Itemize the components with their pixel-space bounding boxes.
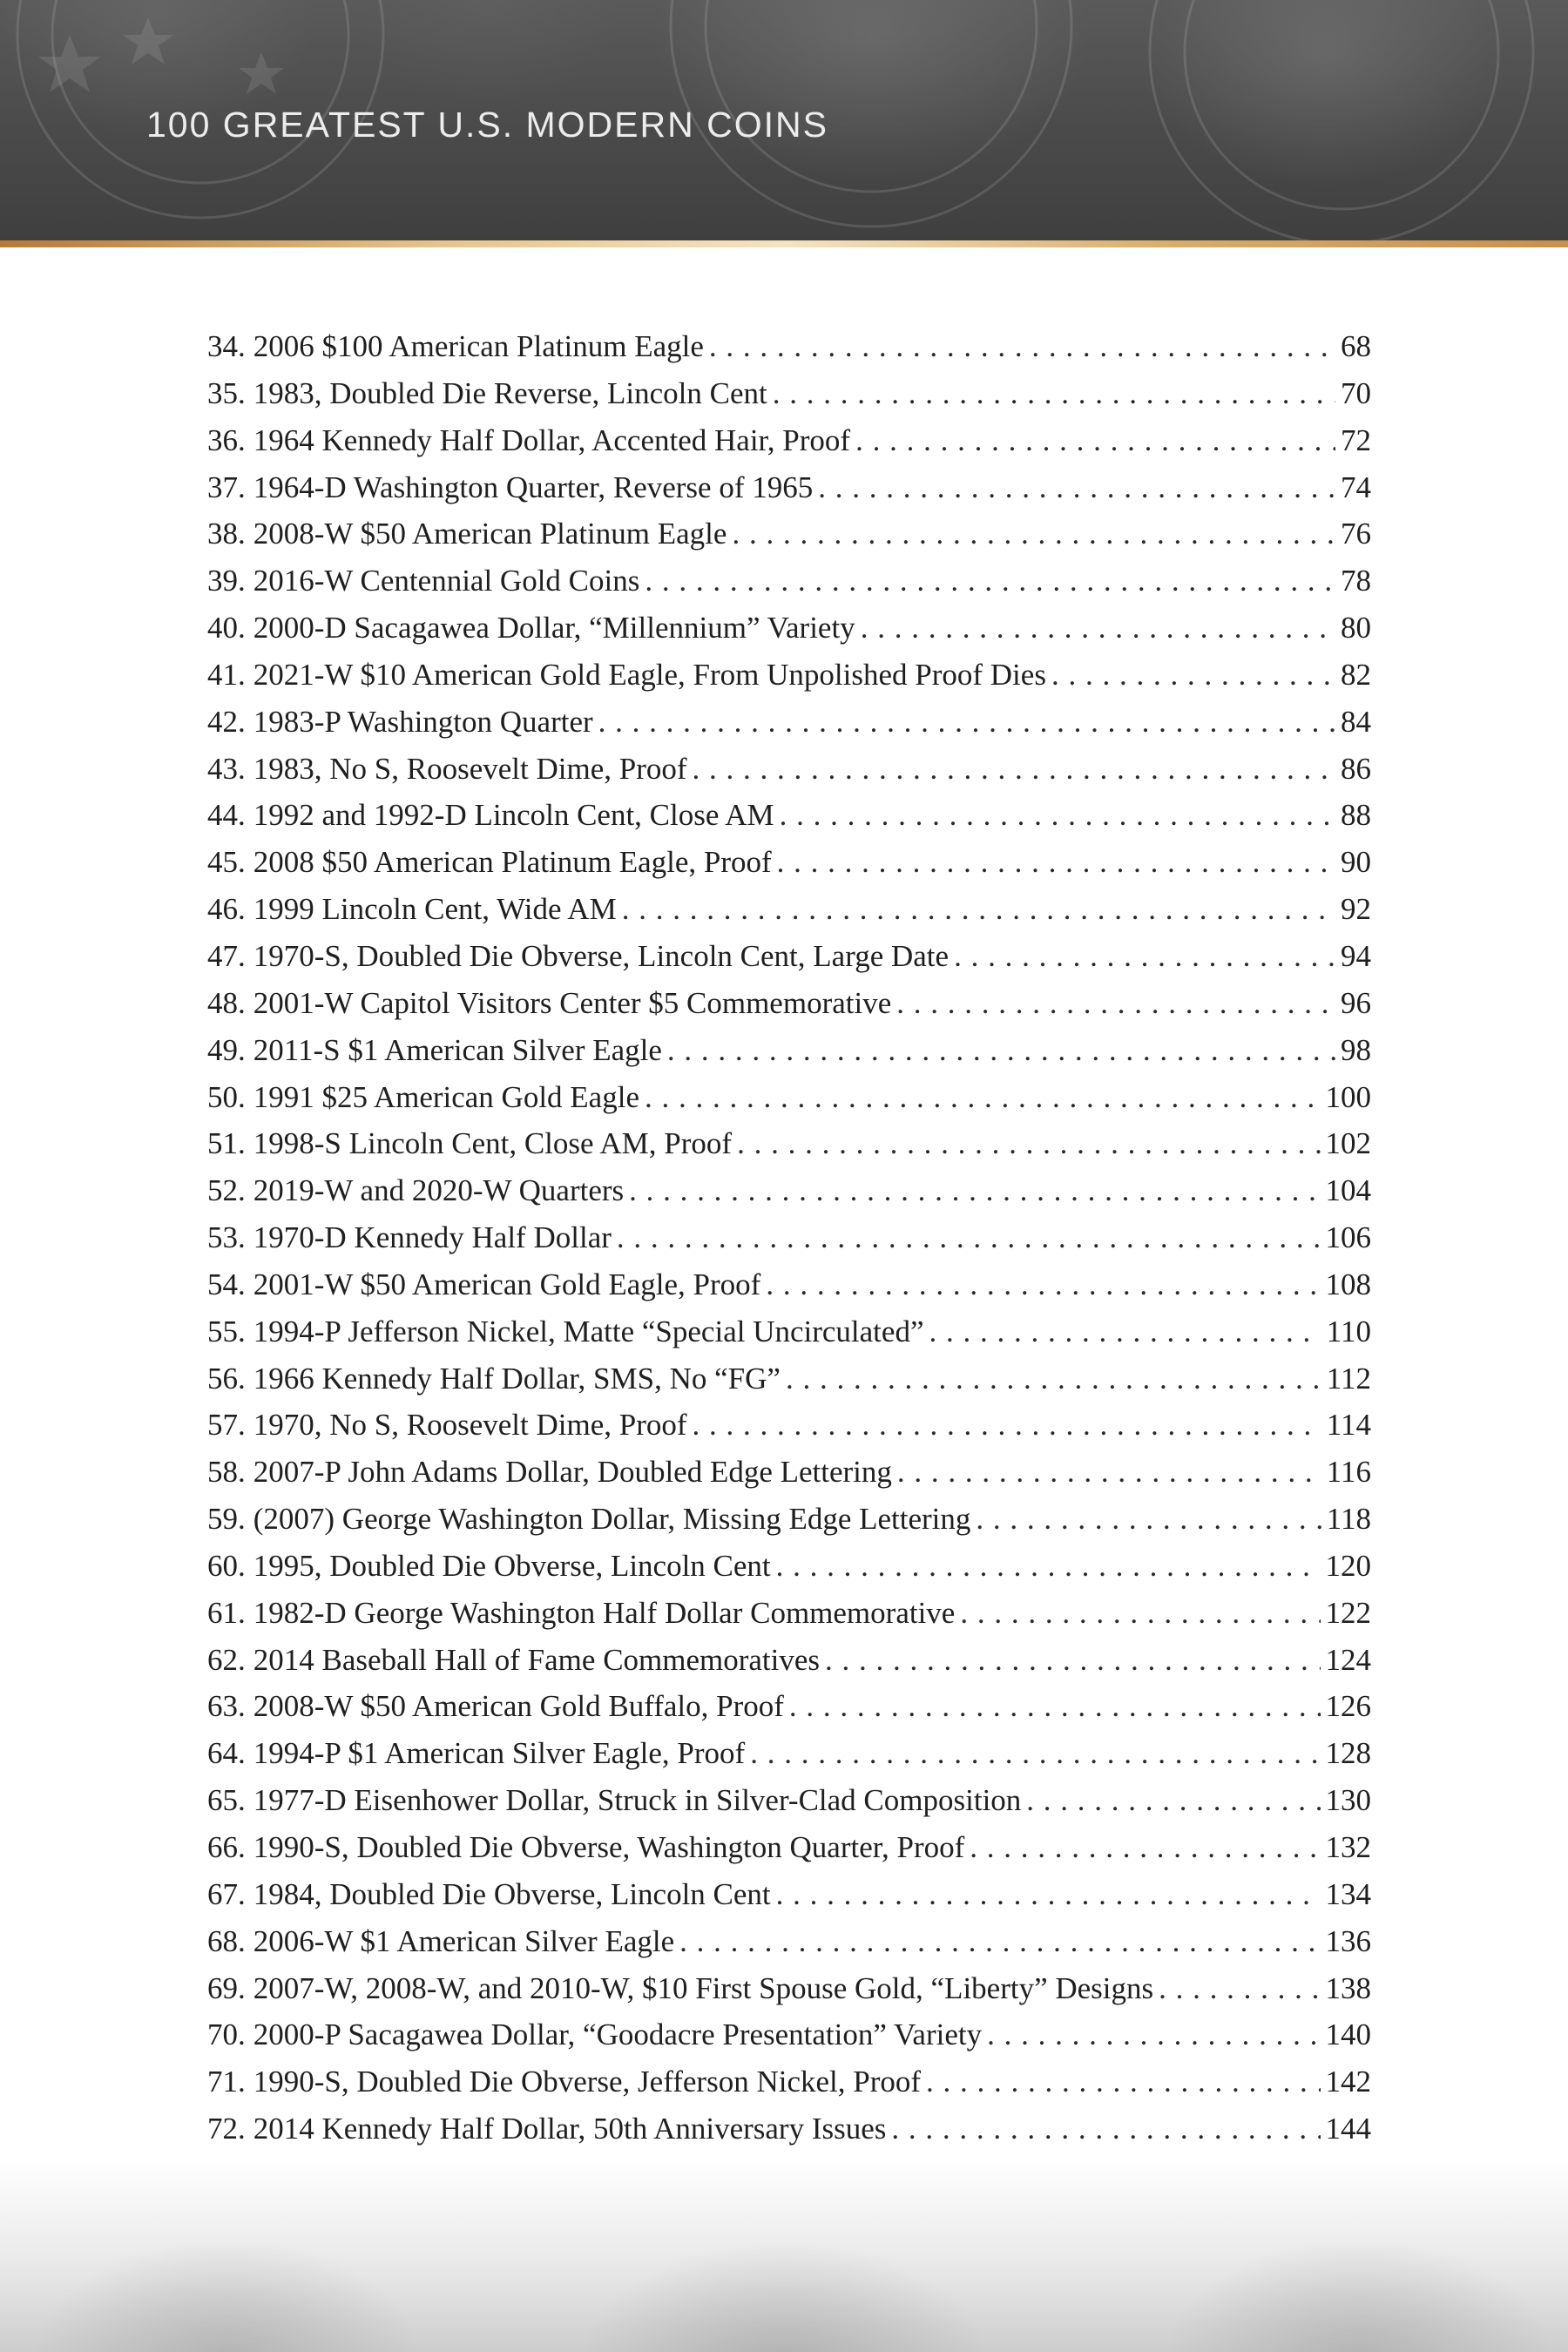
- toc-entry-page-number: 132: [1325, 1830, 1371, 1864]
- header-banner: [0, 0, 1568, 240]
- dot-leader: [987, 2011, 1320, 2058]
- toc-entry: [207, 1167, 1371, 1214]
- toc-entry-page-number: 104: [1325, 1173, 1371, 1208]
- toc-entry-title: 2007-P John Adams Dollar, Doubled Edge Lettering: [253, 1455, 892, 1490]
- toc-entry-page-number: 76: [1341, 517, 1371, 551]
- toc-entry-page-number: 96: [1341, 985, 1371, 1020]
- toc-entry-number: 37.: [207, 470, 246, 504]
- toc-entry: [207, 1730, 1371, 1777]
- dot-leader: [825, 1637, 1320, 1684]
- toc-entry: [207, 1637, 1371, 1684]
- toc-entry: [207, 1683, 1371, 1730]
- toc-entry-number: 52.: [207, 1173, 246, 1208]
- toc-entry-number: 34.: [207, 329, 246, 363]
- dot-leader: [773, 370, 1335, 417]
- toc-entry-number: 63.: [207, 1689, 246, 1724]
- dot-leader: [766, 1261, 1320, 1308]
- toc-entry-number: 49.: [207, 1032, 246, 1067]
- toc-entry-number: 59.: [207, 1502, 246, 1537]
- dot-leader: [617, 1214, 1321, 1261]
- toc-entry: [207, 1449, 1371, 1496]
- toc-entry-page-number: 78: [1341, 564, 1371, 598]
- toc-entry-page-number: 112: [1326, 1361, 1371, 1396]
- toc-entry-title: 1991 $25 American Gold Eagle: [253, 1079, 639, 1114]
- toc-entry-title: 1995, Doubled Die Obverse, Lincoln Cent: [253, 1548, 771, 1583]
- toc-entry-number: 42.: [207, 704, 246, 739]
- dot-leader: [732, 510, 1335, 558]
- dot-leader: [598, 699, 1335, 746]
- toc-entry-page-number: 82: [1341, 657, 1371, 692]
- dot-leader: [929, 1308, 1321, 1355]
- toc-entry-number: 46.: [207, 892, 246, 927]
- toc-entry-number: 40.: [207, 611, 246, 645]
- toc-entry-page-number: 118: [1326, 1502, 1371, 1537]
- toc-entry-number: 43.: [207, 751, 246, 786]
- toc-entry-page-number: 106: [1325, 1220, 1371, 1255]
- toc-entry: [207, 980, 1371, 1027]
- toc-entry-title: 2006-W $1 American Silver Eagle: [253, 1923, 675, 1958]
- toc-entry-page-number: 136: [1325, 1923, 1371, 1958]
- toc-entry-title: 2008-W $50 American Platinum Eagle: [253, 517, 727, 551]
- toc-entry-number: 50.: [207, 1079, 246, 1114]
- toc-entry-title: 1999 Lincoln Cent, Wide AM: [253, 892, 617, 927]
- toc-entry-title: 1990-S, Doubled Die Obverse, Jefferson Nickel, Proof: [253, 2065, 922, 2099]
- toc-entry-page-number: 86: [1341, 751, 1371, 786]
- toc-entry-title: 2014 Kennedy Half Dollar, 50th Anniversary Issues: [253, 2112, 887, 2146]
- dot-leader: [954, 933, 1335, 980]
- toc-entry: [207, 1777, 1371, 1824]
- toc-entry: [207, 1308, 1371, 1355]
- toc-entry-page-number: 114: [1326, 1408, 1371, 1443]
- toc-entry-title: 1990-S, Doubled Die Obverse, Washington Quarter, Proof: [253, 1830, 965, 1864]
- toc-entry-title: 1998-S Lincoln Cent, Close AM, Proof: [253, 1126, 733, 1161]
- dot-leader: [855, 417, 1335, 464]
- toc-entry-number: 57.: [207, 1408, 246, 1443]
- toc-entry-page-number: 98: [1341, 1032, 1371, 1067]
- toc-entry: [207, 605, 1371, 652]
- dot-leader: [976, 1496, 1321, 1543]
- dot-leader: [629, 1167, 1320, 1214]
- dot-leader: [1159, 1965, 1320, 2012]
- toc-entry-page-number: 116: [1326, 1455, 1371, 1490]
- dot-leader: [693, 1402, 1321, 1449]
- toc-entry: [207, 1214, 1371, 1261]
- toc-entry: [207, 1543, 1371, 1590]
- toc-entry-title: 2014 Baseball Hall of Fame Commemoratives: [253, 1642, 821, 1677]
- toc-entry-title: (2007) George Washington Dollar, Missing Edge Lettering: [253, 1502, 971, 1537]
- toc-entry: [207, 1074, 1371, 1121]
- dot-leader: [786, 1355, 1321, 1402]
- dot-leader: [780, 792, 1335, 839]
- toc-entry: [207, 933, 1371, 980]
- toc-entry: [207, 370, 1371, 417]
- dot-leader: [750, 1730, 1320, 1777]
- dot-leader: [926, 2058, 1320, 2105]
- toc-entry-page-number: 74: [1341, 470, 1371, 504]
- dot-leader: [960, 1590, 1320, 1637]
- toc-entry-page-number: 92: [1341, 892, 1371, 927]
- toc-entry-title: 1982-D George Washington Half Dollar Commemorative: [253, 1595, 956, 1630]
- toc-entry-page-number: 110: [1326, 1314, 1371, 1348]
- toc-entry: [207, 1402, 1371, 1449]
- toc-entry-title: 2021-W $10 American Gold Eagle, From Unpolished Proof Dies: [253, 657, 1046, 692]
- toc-entry-number: 64.: [207, 1736, 246, 1771]
- dot-leader: [777, 839, 1335, 886]
- toc-entry-title: 1992 and 1992-D Lincoln Cent, Close AM: [253, 798, 774, 833]
- dot-leader: [896, 980, 1335, 1027]
- toc-entry-title: 2008-W $50 American Gold Buffalo, Proof: [253, 1689, 784, 1724]
- toc-entry-title: 1983, Doubled Die Reverse, Lincoln Cent: [253, 375, 767, 410]
- toc-entry-title: 1984, Doubled Die Obverse, Lincoln Cent: [253, 1876, 771, 1911]
- toc-entry: [207, 1261, 1371, 1308]
- toc-entry-number: 66.: [207, 1830, 246, 1864]
- dot-leader: [737, 1120, 1320, 1167]
- toc-entry-number: 45.: [207, 845, 246, 880]
- toc-entry-page-number: 90: [1341, 845, 1371, 880]
- toc-entry-page-number: 70: [1341, 375, 1371, 410]
- toc-entry-number: 38.: [207, 517, 246, 551]
- toc-entry: [207, 1590, 1371, 1637]
- toc-entry-title: 1964 Kennedy Half Dollar, Accented Hair, Proof: [253, 422, 851, 457]
- toc-entry-number: 44.: [207, 798, 246, 833]
- toc-entry: [207, 2058, 1371, 2105]
- toc-entry-number: 72.: [207, 2112, 246, 2146]
- toc-entry-page-number: 108: [1325, 1267, 1371, 1301]
- dot-leader: [861, 605, 1335, 652]
- toc-entry-page-number: 128: [1325, 1736, 1371, 1771]
- toc-entry-title: 1983, No S, Roosevelt Dime, Proof: [253, 751, 687, 786]
- toc-entry-number: 71.: [207, 2065, 246, 2099]
- toc-entry-page-number: 124: [1325, 1642, 1371, 1677]
- dot-leader: [789, 1683, 1321, 1730]
- toc-entry: [207, 746, 1371, 793]
- toc-entry-number: 69.: [207, 1970, 246, 2005]
- toc-entry: [207, 792, 1371, 839]
- toc-entry: [207, 417, 1371, 464]
- dot-leader: [709, 323, 1335, 370]
- toc-entry: [207, 652, 1371, 699]
- toc-entry: [207, 510, 1371, 558]
- toc-entry-number: 58.: [207, 1455, 246, 1490]
- toc-entry-number: 55.: [207, 1314, 246, 1348]
- footer-coin-band: [0, 2160, 1568, 2352]
- toc-entry: [207, 699, 1371, 746]
- toc-entry-title: 2000-D Sacagawea Dollar, “Millennium” Variety: [253, 611, 855, 645]
- dot-leader: [622, 886, 1335, 933]
- toc-entry-number: 54.: [207, 1267, 246, 1301]
- toc-entry-number: 62.: [207, 1642, 246, 1677]
- toc-entry-title: 1964-D Washington Quarter, Reverse of 1965: [253, 470, 814, 504]
- toc-entry-page-number: 88: [1341, 798, 1371, 833]
- dot-leader: [693, 746, 1335, 793]
- toc-entry-title: 2006 $100 American Platinum Eagle: [253, 329, 704, 363]
- toc-entry-title: 2019-W and 2020-W Quarters: [253, 1173, 625, 1208]
- toc-entry-page-number: 142: [1325, 2065, 1371, 2099]
- toc-entry-number: 51.: [207, 1126, 246, 1161]
- toc-entry-page-number: 138: [1325, 1970, 1371, 2005]
- toc-entry-number: 61.: [207, 1595, 246, 1630]
- dot-leader: [1026, 1777, 1320, 1824]
- dot-leader: [776, 1871, 1321, 1918]
- toc-entry-title: 1966 Kennedy Half Dollar, SMS, No “FG”: [253, 1361, 781, 1396]
- toc-entry: [207, 1355, 1371, 1402]
- toc-entry: [207, 323, 1371, 370]
- toc-entry-title: 2001-W Capitol Visitors Center $5 Commemorative: [253, 985, 892, 1020]
- toc-entry-page-number: 72: [1341, 422, 1371, 457]
- toc-entry-number: 67.: [207, 1876, 246, 1911]
- toc-entry-page-number: 126: [1325, 1689, 1371, 1724]
- toc-entry: [207, 558, 1371, 605]
- dot-leader: [1051, 652, 1335, 699]
- toc-entry-title: 1970-D Kennedy Half Dollar: [253, 1220, 612, 1255]
- toc-entry-number: 56.: [207, 1361, 246, 1396]
- toc-entry: [207, 1965, 1371, 2012]
- toc-entry-title: 2000-P Sacagawea Dollar, “Goodacre Presentation” Variety: [253, 2017, 983, 2052]
- toc-entry-page-number: 102: [1325, 1126, 1371, 1161]
- toc-entry-title: 1983-P Washington Quarter: [253, 704, 593, 739]
- dot-leader: [818, 464, 1335, 511]
- toc-entry-number: 47.: [207, 938, 246, 973]
- toc-entry-number: 41.: [207, 657, 246, 692]
- toc-entry: [207, 1496, 1371, 1543]
- toc-entry: [207, 1871, 1371, 1918]
- dot-leader: [645, 1074, 1321, 1121]
- toc-entry: [207, 886, 1371, 933]
- toc-entry-page-number: 84: [1341, 704, 1371, 739]
- table-of-contents: [207, 323, 1371, 2153]
- toc-entry: [207, 1120, 1371, 1167]
- toc-entry-title: 2001-W $50 American Gold Eagle, Proof: [253, 1267, 761, 1301]
- toc-entry-title: 1994-P Jefferson Nickel, Matte “Special Uncirculated”: [253, 1314, 924, 1348]
- toc-entry: [207, 1027, 1371, 1074]
- toc-entry-page-number: 134: [1325, 1876, 1371, 1911]
- book-title: 100 GREATEST U.S. MODERN COINS: [146, 105, 828, 145]
- dot-leader: [897, 1449, 1321, 1496]
- toc-entry: [207, 839, 1371, 886]
- dot-leader: [891, 2105, 1320, 2153]
- toc-entry-number: 60.: [207, 1548, 246, 1583]
- toc-entry: [207, 464, 1371, 511]
- toc-entry-page-number: 80: [1341, 611, 1371, 645]
- toc-entry-page-number: 122: [1325, 1595, 1371, 1630]
- toc-entry-title: 1970-S, Doubled Die Obverse, Lincoln Cent, Large Date: [253, 938, 950, 973]
- toc-entry-page-number: 68: [1341, 329, 1371, 363]
- toc-entry-title: 1970, No S, Roosevelt Dime, Proof: [253, 1408, 687, 1443]
- dot-leader: [645, 558, 1335, 605]
- dot-leader: [667, 1027, 1335, 1074]
- toc-entry: [207, 2011, 1371, 2058]
- toc-entry-title: 2007-W, 2008-W, and 2010-W, $10 First Spouse Gold, “Liberty” Designs: [253, 1970, 1154, 2005]
- toc-entry-number: 68.: [207, 1923, 246, 1958]
- toc-entry: [207, 1918, 1371, 1965]
- toc-entry-number: 39.: [207, 564, 246, 598]
- dot-leader: [970, 1824, 1320, 1871]
- toc-entry-title: 1977-D Eisenhower Dollar, Struck in Silver-Clad Composition: [253, 1783, 1022, 1818]
- toc-entry-page-number: 94: [1341, 938, 1371, 973]
- toc-entry-number: 36.: [207, 422, 246, 457]
- toc-entry: [207, 2105, 1371, 2153]
- toc-entry-number: 48.: [207, 985, 246, 1020]
- toc-entry-page-number: 100: [1325, 1079, 1371, 1114]
- toc-entry-title: 2011-S $1 American Silver Eagle: [253, 1032, 662, 1067]
- dot-leader: [776, 1543, 1321, 1590]
- toc-entry-title: 2016-W Centennial Gold Coins: [253, 564, 640, 598]
- toc-entry-page-number: 140: [1325, 2017, 1371, 2052]
- toc-entry-number: 53.: [207, 1220, 246, 1255]
- dot-leader: [679, 1918, 1320, 1965]
- toc-entry-page-number: 130: [1325, 1783, 1371, 1818]
- toc-entry-page-number: 120: [1325, 1548, 1371, 1583]
- toc-entry-number: 65.: [207, 1783, 246, 1818]
- toc-entry-title: 2008 $50 American Platinum Eagle, Proof: [253, 845, 772, 880]
- toc-entry: [207, 1824, 1371, 1871]
- toc-entry-number: 35.: [207, 375, 246, 410]
- toc-entry-page-number: 144: [1325, 2112, 1371, 2146]
- toc-entry-number: 70.: [207, 2017, 246, 2052]
- gold-divider-rule: [0, 240, 1568, 247]
- toc-entry-title: 1994-P $1 American Silver Eagle, Proof: [253, 1736, 746, 1771]
